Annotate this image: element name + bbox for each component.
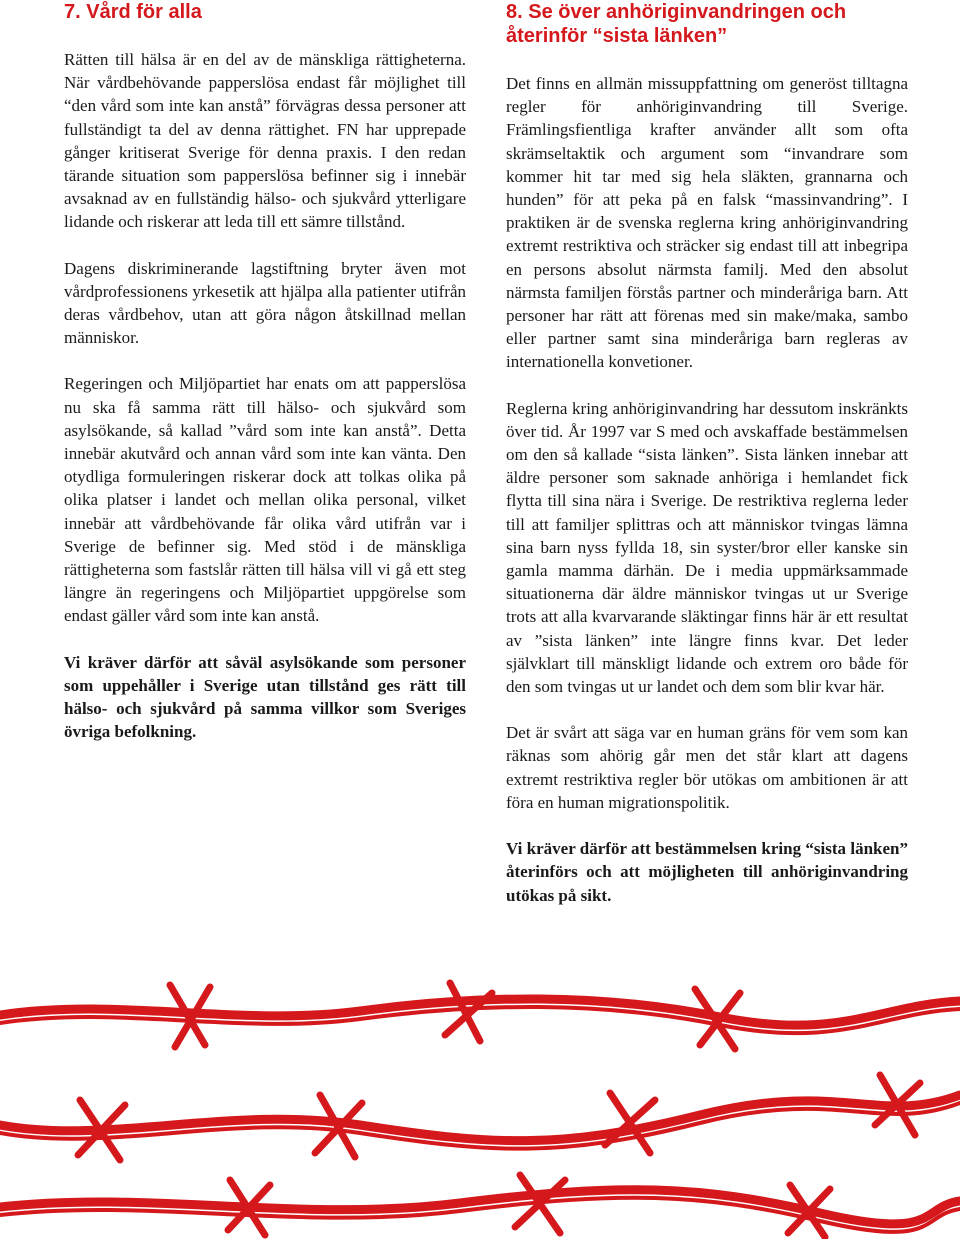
section-8-paragraph-3: Det är svårt att säga var en human gräns för vem som kan räknas som ahörig går men det står klart att dagens extremt restriktiva regler bör utökas om ambitionen är att föra en human migrationspolitik. [506, 723, 908, 812]
section-8-heading-line-1: 8. Se över anhöriginvandringen och [506, 1, 847, 23]
section-7-paragraph-3: Regeringen och Miljöpartiet har enats om att papperslösa nu ska få samma rätt till hälso- och sjukvård som asylsökande, så kallad ”vård som inte kan anstå”. Detta innebär akutvård och annan vård som inte kan vänta. Den otydliga formuleringen riskerar dock att tolkas olika på olika platser i landet och mellan olika personal, vilket innebär att vårdbehövande får olika vård utifrån var i Sverige de befinner sig. Med stöd i de mänskliga rättigheterna som fastslår rätten till hälsa vill vi gå ett steg längre än regeringens och Miljöpartiet uppgörelse som endast gäller vård som inte kan anstå. [64, 374, 466, 626]
section-7-heading: 7. Vård för alla [64, 1, 202, 23]
section-8-demand: Vi kräver därför att bestämmelsen kring “sista länken” återinförs och att möjligheten till anhöriginvandring utökas på sikt. [506, 839, 908, 905]
left-column [64, 0, 466, 743]
right-column [506, 0, 908, 907]
barbed-wire-illustration [0, 975, 960, 1239]
section-7-paragraph-1: Rätten till hälsa är en del av de mänskliga rättigheterna. När vårdbehövande papperslösa endast får möjlighet till “den vård som inte kan anstå” förvägras dessa personer att fullständigt ta del av denna rättighet. FN har upprepade gånger kritiserat Sverige för denna praxis. I den redan tärande situation som papperslösa befinner sig i innebär avsaknad av en fullständig hälso- och sjukvård ytterligare lidande och riskerar att leda till ett sämre tillstånd. [64, 50, 466, 232]
section-8-paragraph-1: Det finns en allmän missuppfattning om generöst tilltagna regler för anhöriginvandring till Sverige. Främlingsfientliga krafter använder allt som ofta skrämseltaktik och argument som “invandrare som kommer hit tar med sig hela släkten, grannarna och hunden” för att peka på en falsk “massinvandring”. I praktiken är de svenska reglerna kring anhöriginvandring extremt restriktiva och sträcker sig endast till att inbegripa en persons absolut närmsta familj. Med den absolut närmsta familjen förstås partner och minderåriga barn. Att personer har rätt att förenas med sin make/maka, sambo eller partner samt sina minderåriga barn regleras av internationella konvetioner. [506, 74, 908, 372]
section-8-heading-line-2: återinför “sista länken” [506, 25, 728, 47]
section-7-demand: Vi kräver därför att såväl asylsökande som personer som uppehåller i Sverige utan tillstånd ges rätt till hälso- och sjukvård på samma villkor som Sveriges övriga befolkning. [64, 652, 466, 742]
section-8-paragraph-2: Reglerna kring anhöriginvandring har dessutom inskränkts över tid. År 1997 var S med och avskaffade bestämmelsen om den så kallade “sista länken”. Sista länken innebar att äldre personer som saknade anhöriga i hemlandet fick flytta till sina nära i Sverige. De restriktiva reglerna leder till att familjer splittras och att människor tvingas lämna sina barn nyss fyllda 18, sin syster/bror eller kanske sin gamla mamma därhän. De i media uppmärksammade situationerna där äldre människor tvingas ut ur Sverige trots att alla kvarvarande släktingar finns här är ett resultat av ”sista länken” inte längre finns kvar. Det leder självklart till mänskligt lidande och extrem oro både för den som tvingas ut ur landet och dem som blir kvar här. [506, 398, 908, 697]
section-8-heading [506, 0, 908, 48]
section-7-paragraph-2: Dagens diskriminerande lagstiftning bryter även mot vårdprofessionens yrkesetik att hjälpa alla patienter utifrån deras vårdbehov, utan att göra någon åtskillnad mellan människor. [64, 258, 466, 348]
